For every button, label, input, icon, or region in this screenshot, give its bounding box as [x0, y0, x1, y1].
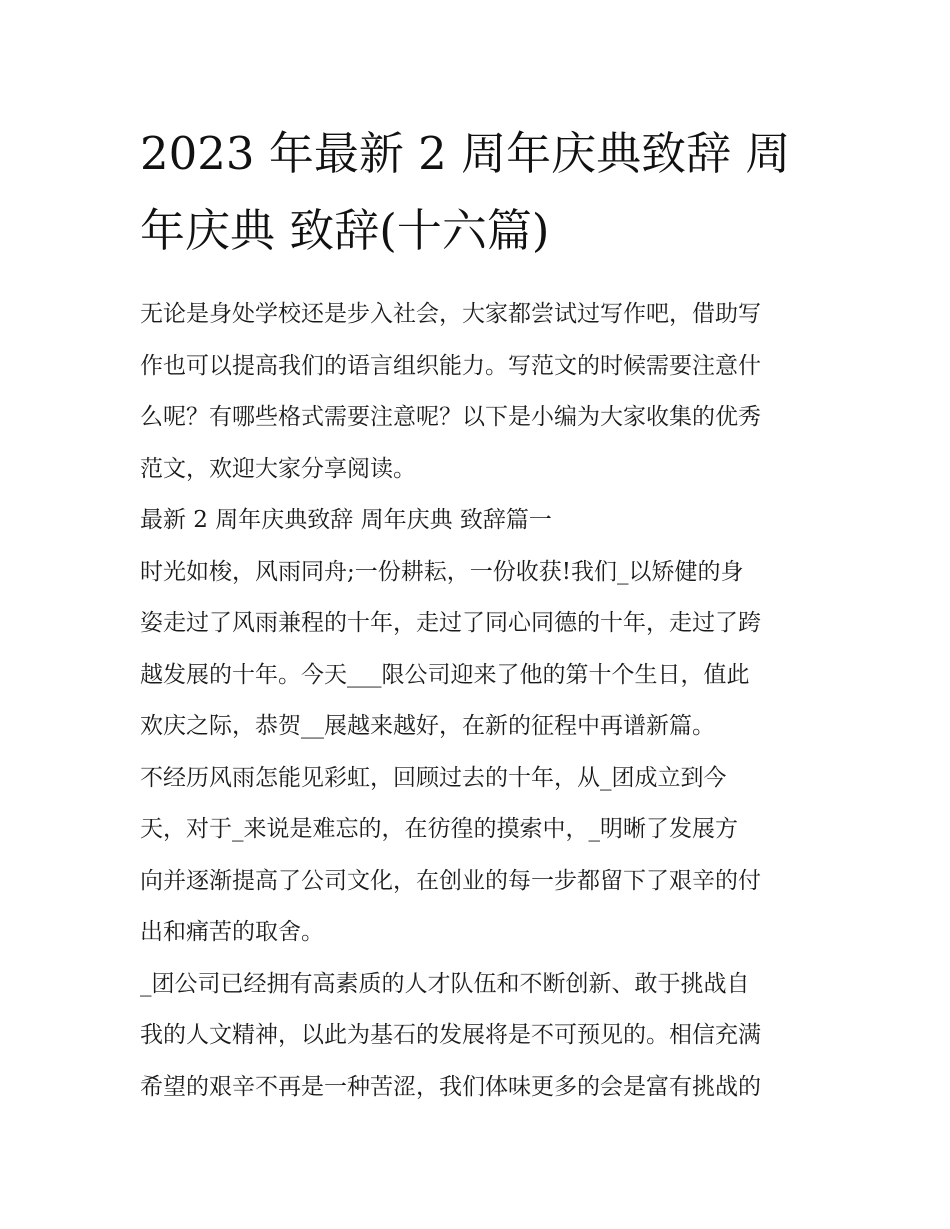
text-line: 作也可以提高我们的语言组织能力。写范文的时候需要注意什 — [140, 352, 761, 379]
text-line: 天，对于_来说是难忘的，在彷徨的摸索中，_明晰了发展方 — [140, 816, 738, 842]
text-line: 希望的艰辛不再是一种苦涩，我们体味更多的会是富有挑战的 — [140, 1073, 761, 1100]
document-page — [140, 0, 812, 1113]
text-line: 么呢？有哪些格式需要注意呢？以下是小编为大家收集的优秀 — [140, 404, 761, 430]
text-line: 时光如梭，风雨同舟;一份耕耘，一份收获!我们_以矫健的身 — [140, 558, 744, 585]
text-line: 不经历风雨怎能见彩虹，回顾过去的十年，从_团成立到今 — [140, 764, 727, 791]
title-line: 2023 年最新 2 周年庆典致辞 周 — [140, 127, 791, 180]
body-paragraph — [140, 547, 812, 753]
text-line: 欢庆之际，恭贺__展越来越好，在新的征程中再谱新篇。 — [140, 713, 715, 739]
section-heading-text: 最新 2 周年庆典致辞 周年庆典 致辞篇一 — [140, 507, 552, 533]
text-line: 姿走过了风雨兼程的十年，走过了同心同德的十年，走过了跨 — [140, 610, 761, 636]
document-title — [140, 0, 812, 269]
section-heading — [140, 495, 812, 547]
intro-paragraph — [140, 289, 812, 495]
text-line: 越发展的十年。今天___限公司迎来了他的第十个生日，值此 — [140, 661, 750, 688]
text-line: 无论是身处学校还是步入社会，大家都尝试过写作吧，借助写 — [140, 301, 761, 327]
text-line: _团公司已经拥有高素质的人才队伍和不断创新、敢于挑战自 — [140, 970, 750, 997]
body-paragraph — [140, 753, 812, 959]
text-line: 范文，欢迎大家分享阅读。 — [140, 455, 416, 482]
body-paragraph — [140, 959, 812, 1114]
title-line: 年庆典 致辞(十六篇) — [140, 204, 550, 257]
text-line: 我的人文精神，以此为基石的发展将是不可预见的。相信充满 — [140, 1022, 761, 1048]
text-line: 向并逐渐提高了公司文化，在创业的每一步都留下了艰辛的付 — [140, 867, 761, 894]
text-line: 出和痛苦的取舍。 — [140, 919, 324, 945]
